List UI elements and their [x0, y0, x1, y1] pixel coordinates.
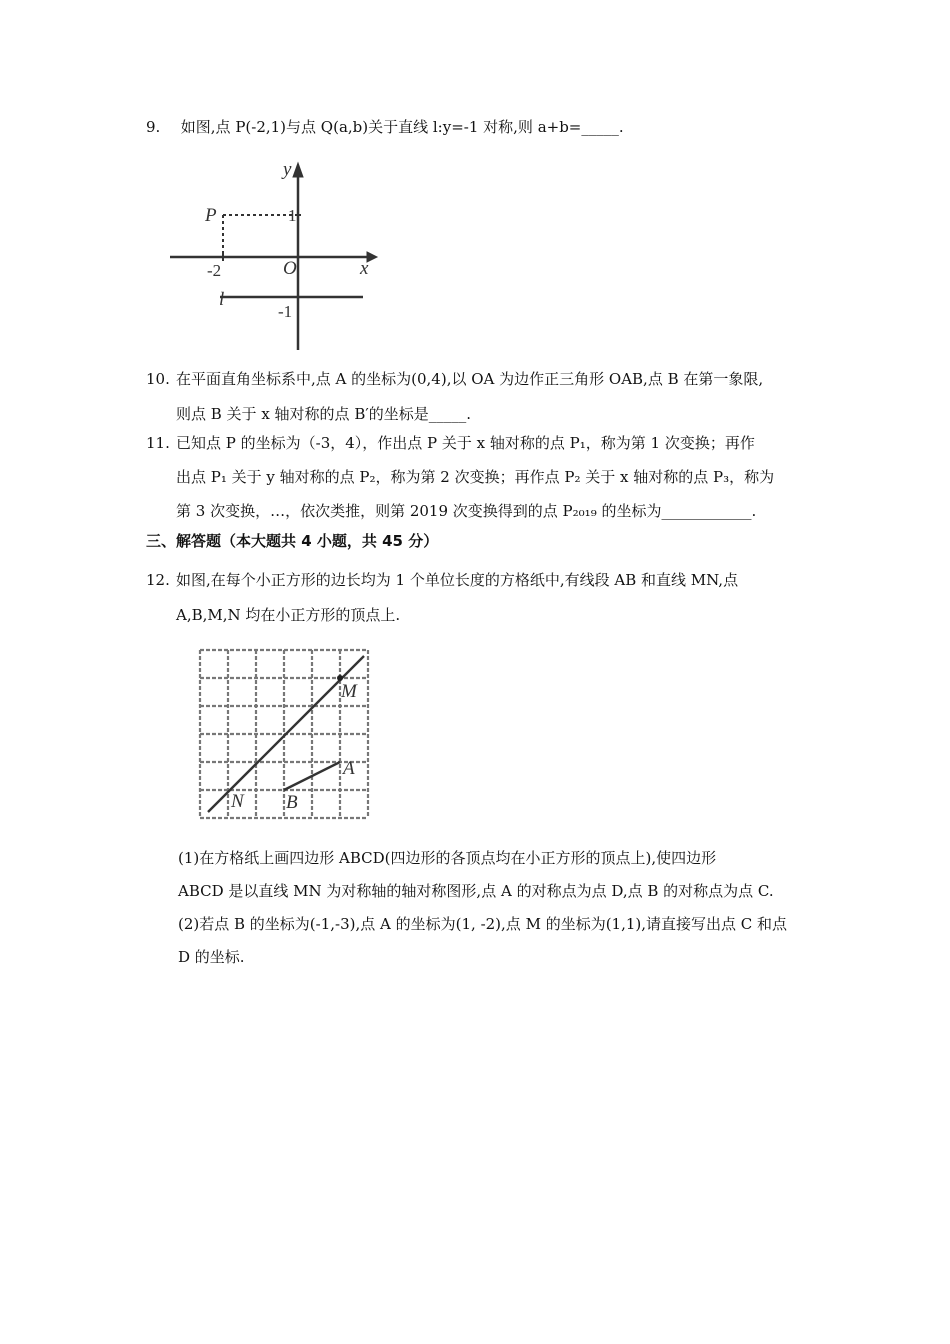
q10-line2: 则点 B 关于 x 轴对称的点 B′的坐标是_____. [176, 405, 472, 423]
q11-line1: 已知点 P 的坐标为（-3，4），作出点 P 关于 x 轴对称的点 P₁，称为第 1 次变换；再作 [176, 434, 755, 452]
label-y: y [283, 159, 292, 180]
q9-coordinate-figure [145, 155, 385, 360]
question-9-number: 9. [146, 118, 161, 136]
label-x: x [360, 258, 369, 279]
label-one: 1 [288, 206, 297, 225]
grid-lines [200, 650, 368, 818]
q12-part1-line2: ABCD 是以直线 MN 为对称轴的轴对称图形,点 A 的对称点为点 D,点 B 的对称点为点 C. [178, 882, 774, 900]
q12-grid-figure [178, 640, 388, 840]
label-O: O [283, 258, 297, 279]
label-neg-one: -1 [278, 302, 293, 321]
label-B: B [286, 792, 298, 813]
label-M: M [341, 681, 357, 702]
q11-line3: 第 3 次变换，…，依次类推，则第 2019 次变换得到的点 P₂₀₁₉ 的坐标为____________. [176, 502, 757, 520]
q12-line1: 如图,在每个小正方形的边长均为 1 个单位长度的方格纸中,有线段 AB 和直线 MN,点 [176, 571, 739, 589]
q12-part1 [178, 842, 818, 908]
q12-part2 [178, 908, 818, 974]
q12-part2-line2: D 的坐标. [178, 948, 245, 966]
question-9-text: 如图,点 P(-2,1)与点 Q(a,b)关于直线 l:y=-1 对称,则 a+b=_____. [180, 118, 624, 136]
label-l: l [219, 289, 225, 310]
question-9 [146, 110, 816, 145]
q11-line2: 出点 P₁ 关于 y 轴对称的点 P₂，称为第 2 次变换；再作点 P₂ 关于 x 轴对称的点 P₃，称为 [176, 468, 775, 486]
section-heading: 三、解答题（本大题共 4 小题，共 45 分） [146, 532, 439, 550]
x-axis-arrow [367, 252, 377, 262]
q12-line2: A,B,M,N 均在小正方形的顶点上. [176, 606, 401, 624]
q12-part1-line1: (1)在方格纸上画四边形 ABCD(四边形的各顶点均在小正方形的顶点上),使四边形 [178, 849, 717, 867]
q10-line1: 在平面直角坐标系中,点 A 的坐标为(0,4),以 OA 为边作正三角形 OAB,点 B 在第一象限, [176, 370, 764, 388]
question-11: 11. 已知点 P 的坐标为（-3，4），作出点 P 关于 x 轴对称的点 P₁，称为第 1 次变换；再作 出点 P₁ 关于 y 轴对称的点 P₂，称为第 2 次变换；再作点 P₂ 关于 x 轴对称的点 P₃，称为 第 3 次变换，…，依次类推，则第 2019 次变换得到的点 P₂₀₁₉ 的坐标为____________. [146, 426, 816, 528]
label-A: A [343, 758, 355, 779]
label-P: P [205, 205, 217, 226]
q12-part2-line1: (2)若点 B 的坐标为(-1,-3),点 A 的坐标为(1, -2),点 M 的坐标为(1,1),请直接写出点 C 和点 [178, 915, 788, 933]
y-axis-arrow [293, 163, 303, 177]
question-12: 12. 如图,在每个小正方形的边长均为 1 个单位长度的方格纸中,有线段 AB 和直线 MN,点 A,B,M,N 均在小正方形的顶点上. [146, 563, 816, 633]
question-10: 10. 在平面直角坐标系中,点 A 的坐标为(0,4),以 OA 为边作正三角形 OAB,点 B 在第一象限, 则点 B 关于 x 轴对称的点 B′的坐标是_____. [146, 362, 816, 432]
label-N: N [231, 791, 244, 812]
label-neg-two: -2 [207, 261, 222, 280]
